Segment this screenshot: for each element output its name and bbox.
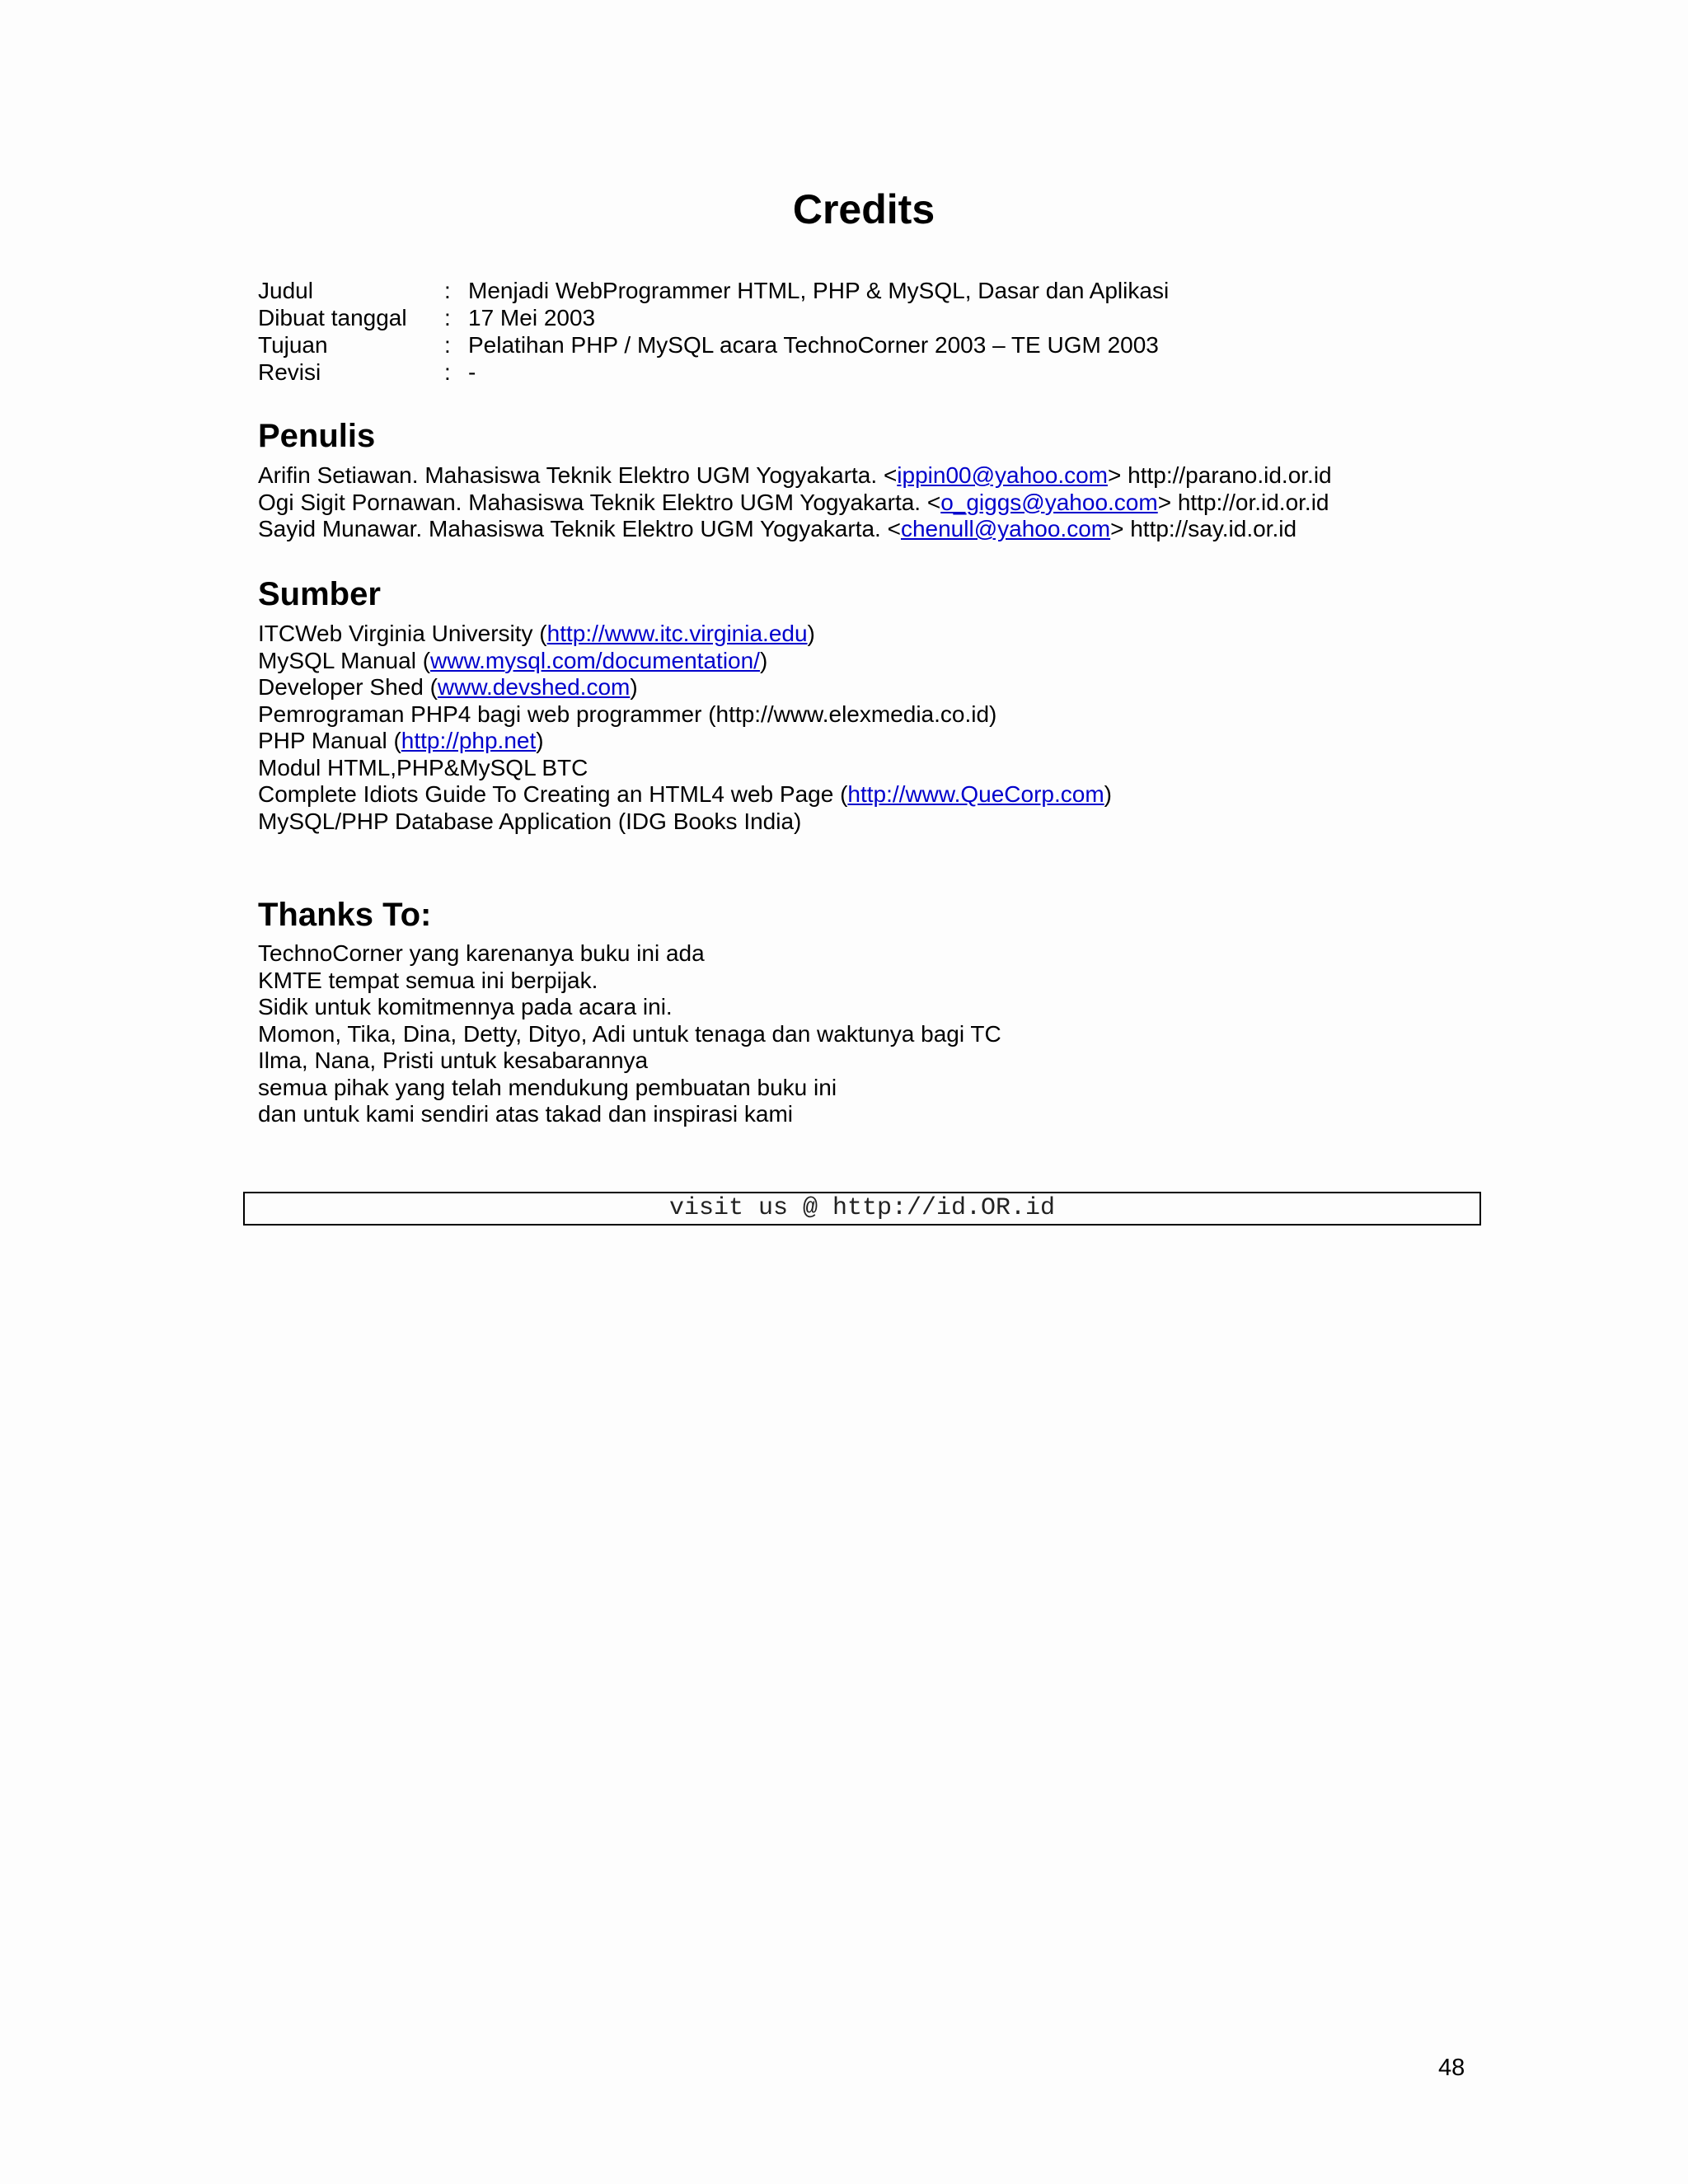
author-line (258, 516, 1332, 543)
source-line (258, 648, 1112, 675)
author-text: Ogi Sigit Pornawan. Mahasiswa Teknik Elektro UGM Yogyakarta. < (258, 489, 941, 515)
penulis-heading: Penulis (258, 418, 376, 454)
meta-colon: : (444, 305, 451, 330)
meta-row-tujuan (258, 331, 1169, 359)
meta-row-revisi (258, 359, 1169, 386)
source-line (258, 621, 1112, 648)
sumber-list (258, 621, 1112, 835)
source-suffix: ) (536, 728, 544, 753)
thanks-line: semua pihak yang telah mendukung pembuatan buku ini (258, 1074, 837, 1100)
meta-label: Judul (258, 278, 313, 303)
thanks-line: Sidik untuk komitmennya pada acara ini. (258, 994, 673, 1019)
meta-value: Menjadi WebProgrammer HTML, PHP & MySQL, Dasar dan Aplikasi (468, 278, 1170, 303)
author-email-link[interactable]: chenull@yahoo.com (900, 516, 1111, 541)
meta-colon: : (444, 359, 451, 385)
document-metadata (258, 277, 1169, 386)
source-line (258, 808, 1112, 836)
meta-value: 17 Mei 2003 (468, 305, 596, 330)
meta-label: Revisi (258, 359, 321, 385)
meta-label: Dibuat tanggal (258, 305, 407, 330)
sumber-heading: Sumber (258, 576, 381, 612)
author-line (258, 490, 1332, 517)
source-text: Complete Idiots Guide To Creating an HTML4 web Page ( (258, 781, 848, 807)
source-line (258, 728, 1112, 755)
source-link[interactable]: www.devshed.com (437, 674, 631, 700)
author-text: Sayid Munawar. Mahasiswa Teknik Elektro UGM Yogyakarta. < (258, 516, 901, 541)
thanks-line: TechnoCorner yang karenanya buku ini ada (258, 940, 705, 966)
thanks-heading: Thanks To: (258, 897, 432, 933)
author-site: > http://say.id.or.id (1110, 516, 1297, 541)
source-text: Pemrograman PHP4 bagi web programmer (http://www.elexmedia.co.id) (258, 701, 997, 727)
source-line (258, 674, 1112, 701)
meta-colon: : (444, 332, 451, 358)
author-line (258, 462, 1332, 490)
thanks-line: dan untuk kami sendiri atas takad dan inspirasi kami (258, 1101, 794, 1127)
thanks-list (258, 940, 1001, 1128)
author-email-link[interactable]: o_giggs@yahoo.com (940, 489, 1158, 515)
thanks-line: Momon, Tika, Dina, Detty, Dityo, Adi untuk tenaga dan waktunya bagi TC (258, 1020, 1001, 1047)
meta-row-dibuat-tanggal (258, 304, 1169, 331)
thanks-line: Ilma, Nana, Pristi untuk kesabarannya (258, 1047, 649, 1073)
source-text: PHP Manual ( (258, 728, 401, 753)
source-text: MySQL/PHP Database Application (IDG Books India) (258, 808, 802, 834)
author-site: > http://parano.id.or.id (1108, 462, 1332, 488)
source-text: Developer Shed ( (258, 674, 438, 700)
thanks-line: KMTE tempat semua ini berpijak. (258, 967, 598, 993)
meta-label: Tujuan (258, 332, 328, 358)
source-link[interactable]: http://www.itc.virginia.edu (546, 621, 808, 646)
source-link[interactable]: http://www.QueCorp.com (847, 781, 1104, 807)
meta-value: - (468, 359, 476, 385)
page-number: 48 (1438, 2055, 1465, 2081)
source-line (258, 781, 1112, 808)
source-link[interactable]: www.mysql.com/documentation/ (430, 647, 760, 673)
source-text: MySQL Manual ( (258, 647, 431, 673)
page-title: Credits (792, 186, 935, 232)
meta-colon: : (444, 278, 451, 303)
author-email-link[interactable]: ippin00@yahoo.com (897, 462, 1108, 488)
source-suffix: ) (759, 647, 768, 673)
source-suffix: ) (630, 674, 638, 700)
meta-row-judul (258, 277, 1169, 304)
source-text: Modul HTML,PHP&MySQL BTC (258, 754, 588, 780)
source-text: ITCWeb Virginia University ( (258, 621, 547, 646)
author-text: Arifin Setiawan. Mahasiswa Teknik Elektro UGM Yogyakarta. < (258, 462, 898, 488)
meta-value: Pelatihan PHP / MySQL acara TechnoCorner 2003 – TE UGM 2003 (468, 332, 1159, 358)
visit-us-box: visit us @ http://id.OR.id (243, 1192, 1481, 1226)
source-suffix: ) (807, 621, 815, 646)
source-line (258, 755, 1112, 782)
author-site: > http://or.id.or.id (1157, 489, 1329, 515)
source-line (258, 701, 1112, 729)
source-link[interactable]: http://php.net (401, 728, 537, 753)
penulis-list (258, 462, 1332, 543)
source-suffix: ) (1104, 781, 1112, 807)
